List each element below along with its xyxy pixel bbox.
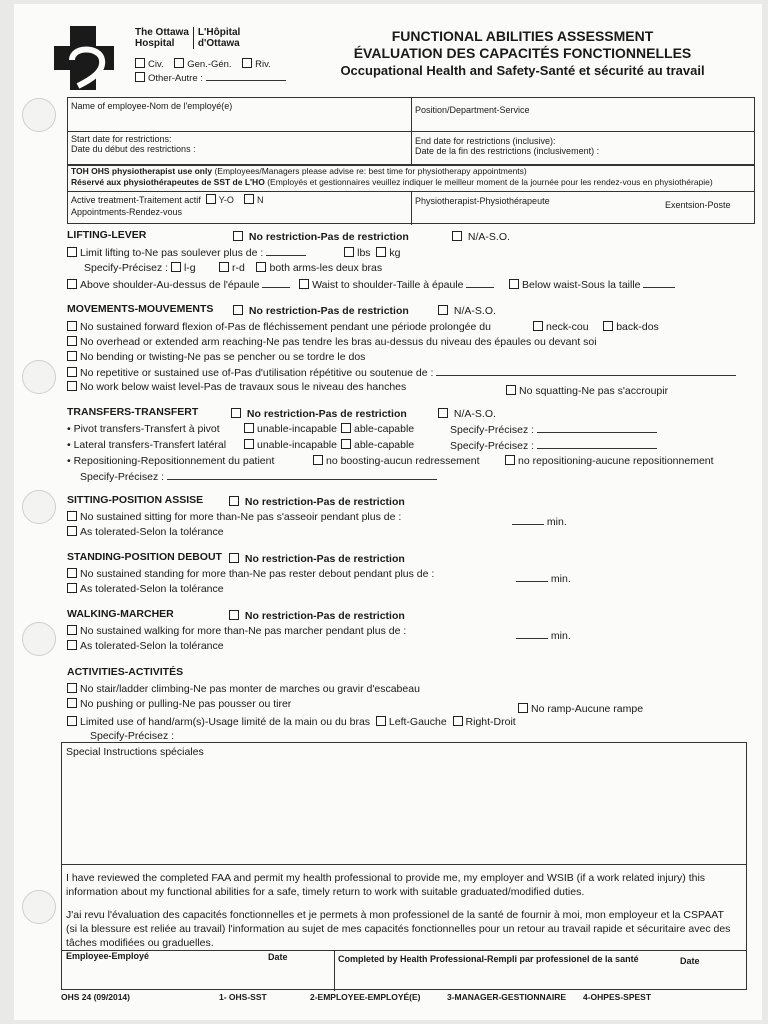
pivot-specify-field[interactable] [537,423,657,433]
checkbox[interactable] [67,321,77,331]
copy-2: 2-EMPLOYEE-EMPLOYÉ(E) [310,992,421,1002]
checkbox[interactable] [67,351,77,361]
special-instructions-label: Special Instructions spéciales [66,746,204,758]
checkbox[interactable] [299,279,309,289]
walking-tolerated-row: As tolerated-Selon la tolérance [67,640,224,653]
checkbox[interactable] [533,321,543,331]
sitting-min: min. [512,515,567,529]
pushing-row: No pushing or pulling-Ne pas pousser ou tirer [67,698,291,711]
above-shoulder-field[interactable] [262,278,290,288]
checkbox[interactable] [438,305,448,315]
sitting-tolerated-row: As tolerated-Selon la tolérance [67,526,224,539]
professional-signature-label: Completed by Health Professional-Rempli par professionel de la santé [338,954,639,964]
consent-en: I have reviewed the completed FAA and permit my health professional to provide me, my employer and WSIB (if a work related injury) this information about my functional abilities for a safe, timely return to work with suitable graduated/modified duties. [66,872,706,898]
checkbox[interactable] [242,58,252,68]
checkbox[interactable] [67,625,77,635]
checkbox-yes[interactable] [206,194,216,204]
walking-heading: WALKING-MARCHER [67,608,174,620]
checkbox[interactable] [135,72,145,82]
standing-min: min. [516,572,571,586]
checkbox[interactable] [256,262,266,272]
checkbox[interactable] [67,336,77,346]
standing-minutes-field[interactable] [516,572,548,582]
checkbox[interactable] [376,247,386,257]
checkbox[interactable] [67,247,77,257]
hand-specify-row: Specify-Précisez : [90,730,175,742]
copy-4: 4-OHPES-SPEST [583,992,652,1002]
special-instructions-area[interactable] [62,759,746,863]
checkbox[interactable] [452,231,462,241]
pivot-row: • Pivot transfers-Transfert à pivot unable-incapable able-capable Specify-Précisez : [67,423,220,436]
repositioning-specify-field[interactable] [167,470,437,480]
movements-heading: MOVEMENTS-MOUVEMENTS [67,303,214,315]
employee-date-label: Date [268,952,288,962]
repositioning-specify: Specify-Précisez : [80,470,437,484]
checkbox[interactable] [603,321,613,331]
lifting-na: N/A-S.O. [452,231,510,244]
checkbox-no[interactable] [244,194,254,204]
special-instructions-box [61,742,747,990]
walking-minutes-field[interactable] [516,629,548,639]
walking-no-restriction: No restriction-Pas de restriction [229,610,405,623]
checkbox[interactable] [341,439,351,449]
stair-row: No stair/ladder climbing-Ne pas monter de marches ou gravir d'escabeau [67,683,420,696]
site-options: Civ. Gen.-Gén. Riv. Other-Autre : [135,58,286,85]
checkbox[interactable] [231,408,241,418]
lifting-limit-field[interactable] [266,246,306,256]
below-waist-field[interactable] [643,278,675,288]
lateral-specify-field[interactable] [537,439,657,449]
lifting-specify-row: Specify-Précisez : l-g r-d both arms-les deux bras [84,262,383,274]
activities-heading: ACTIVITIES-ACTIVITÉS [67,666,184,678]
flexion-row: No sustained forward flexion of-Pas de fléchissement pendant une période prolongée du [67,321,491,334]
extension-label: Exentsion-Poste [665,200,731,210]
employee-signature-label: Employee-Employé [66,951,150,961]
active-treatment: Active treatment-Traitement actif Y-O N Appointments-Rendez-vous [71,195,264,217]
professional-date-label: Date [680,956,700,966]
checkbox[interactable] [229,496,239,506]
standing-no-restriction: No restriction-Pas de restriction [229,553,405,566]
squatting-row: No squatting-Ne pas s'accroupir [506,385,668,398]
hospital-logo [54,26,134,96]
position-label: Position/Department-Service [415,105,530,115]
checkbox[interactable] [233,305,243,315]
ramp-row: No ramp-Aucune rampe [518,703,643,716]
start-date-label: Start date for restrictions: Date du début des restrictions : [71,134,196,154]
repetitive-row: No repetitive or sustained use of-Pas d'utilisation répétitive ou soutenue de : [67,366,736,380]
lateral-row: • Lateral transfers-Transfert latéral unable-incapable able-capable Specify-Précisez : [67,439,226,452]
checkbox[interactable] [313,455,323,465]
standing-heading: STANDING-POSITION DEBOUT [67,551,222,563]
binder-hole [22,490,56,524]
checkbox[interactable] [67,716,77,726]
neck-back-options: neck-cou back-dos [533,321,659,334]
checkbox[interactable] [67,381,77,391]
hand-row: Limited use of hand/arm(s)-Usage limité de la main ou du bras Left-Gauche Right-Droit [67,716,516,729]
copy-3: 3-MANAGER-GESTIONNAIRE [447,992,567,1002]
checkbox[interactable] [67,367,77,377]
lifting-levels-row: Above shoulder-Au-dessus de l'épaule Waist to shoulder-Taille à épaule Below waist-Sous la taille [67,278,675,292]
lifting-no-restriction: No restriction-Pas de restriction [233,231,409,244]
form-number: OHS 24 (09/2014) [61,992,130,1002]
checkbox[interactable] [244,439,254,449]
sitting-no-restriction: No restriction-Pas de restriction [229,496,405,509]
movements-no-restriction: No restriction-Pas de restriction [233,305,409,318]
checkbox[interactable] [438,408,448,418]
sitting-heading: SITTING-POSITION ASSISE [67,494,204,506]
lifting-heading: LIFTING-LEVER [67,229,147,241]
physio-notice: TOH OHS physiotherapist use only (Employees/Managers please advise re: best time for physiotherapy appointments) Réservé aux physiothérapeutes de SST de L'HO (Employés et gestionnaires veuillez indiquer le meilleur moment de la journée pour les rendez-vous en physiothérapie) [71,166,713,187]
employee-name-label: Name of employee-Nom de l'employé(e) [71,101,233,111]
hospital-name: The Ottawa HospitalL'Hôpital d'Ottawa [135,27,241,49]
checkbox[interactable] [344,247,354,257]
standing-tolerated-row: As tolerated-Selon la tolérance [67,583,224,596]
binder-hole [22,622,56,656]
transfers-no-restriction: No restriction-Pas de restriction [231,408,407,421]
bending-row: No bending or twisting-Ne pas se pencher ou se tordre le dos [67,351,365,364]
checkbox[interactable] [506,385,516,395]
checkbox[interactable] [174,58,184,68]
standing-limit-row: No sustained standing for more than-Ne pas rester debout pendant plus de : [67,568,434,581]
movements-na: N/A-S.O. [438,305,496,318]
binder-hole [22,360,56,394]
end-date-label: End date for restrictions (inclusive): Date de la fin des restrictions (inclusivement) : [415,136,600,156]
checkbox[interactable] [233,231,243,241]
checkbox[interactable] [229,610,239,620]
physiotherapist-label: Physiotherapist-Physiothérapeute [415,196,550,206]
sitting-limit-row: No sustained sitting for more than-Ne pas s'asseoir pendant plus de : [67,511,401,524]
checkbox[interactable] [219,262,229,272]
repetitive-field[interactable] [436,366,736,376]
sitting-minutes-field[interactable] [512,515,544,525]
checkbox[interactable] [67,583,77,593]
checkbox[interactable] [67,698,77,708]
walking-limit-row: No sustained walking for more than-Ne pas marcher pendant plus de : [67,625,406,638]
checkbox[interactable] [229,553,239,563]
checkbox[interactable] [341,423,351,433]
overhead-row: No overhead or extended arm reaching-Ne pas tendre les bras au-dessus du niveau des épaules ou devant soi [67,336,597,349]
checkbox[interactable] [135,58,145,68]
checkbox[interactable] [67,511,77,521]
checkbox[interactable] [171,262,181,272]
binder-hole [22,98,56,132]
walking-min: min. [516,629,571,643]
checkbox[interactable] [67,568,77,578]
repositioning-row: • Repositioning-Repositionnement du patient no boosting-aucun redressement no repositioning-aucune repositionnement [67,455,714,467]
transfers-na: N/A-S.O. [438,408,496,421]
form-title: FUNCTIONAL ABILITIES ASSESSMENT ÉVALUATION DES CAPACITÉS FONCTIONNELLES Occupational Health and Safety-Santé et sécurité au travail [340,28,705,78]
checkbox[interactable] [67,640,77,650]
employee-info-box [67,97,755,224]
checkbox[interactable] [453,716,463,726]
lifting-limit-row: Limit lifting to-Ne pas soulever plus de : lbs kg [67,246,401,260]
checkbox[interactable] [244,423,254,433]
checkbox[interactable] [67,279,77,289]
transfers-heading: TRANSFERS-TRANSFERT [67,406,199,418]
checkbox[interactable] [518,703,528,713]
copy-1: 1- OHS-SST [219,992,267,1002]
checkbox[interactable] [67,526,77,536]
checkbox[interactable] [376,716,386,726]
checkbox[interactable] [505,455,515,465]
below-waist-row: No work below waist level-Pas de travaux sous le niveau des hanches [67,381,406,394]
checkbox[interactable] [67,683,77,693]
binder-hole [22,890,56,924]
other-site-field[interactable] [206,71,286,81]
waist-shoulder-field[interactable] [466,278,494,288]
checkbox[interactable] [509,279,519,289]
consent-fr: J'ai revu l'évaluation des capacités fonctionnelles et je permets à mon professionel de la santé de fournir à moi, mon employeur et la CSPAAT (si la blessure est reliée au travail) l'information au sujet de mes capacités fonctionnelles pour un retour au travail rapide et sécuritaire avec des tâches modifiées ou graduelles. [66,909,731,949]
